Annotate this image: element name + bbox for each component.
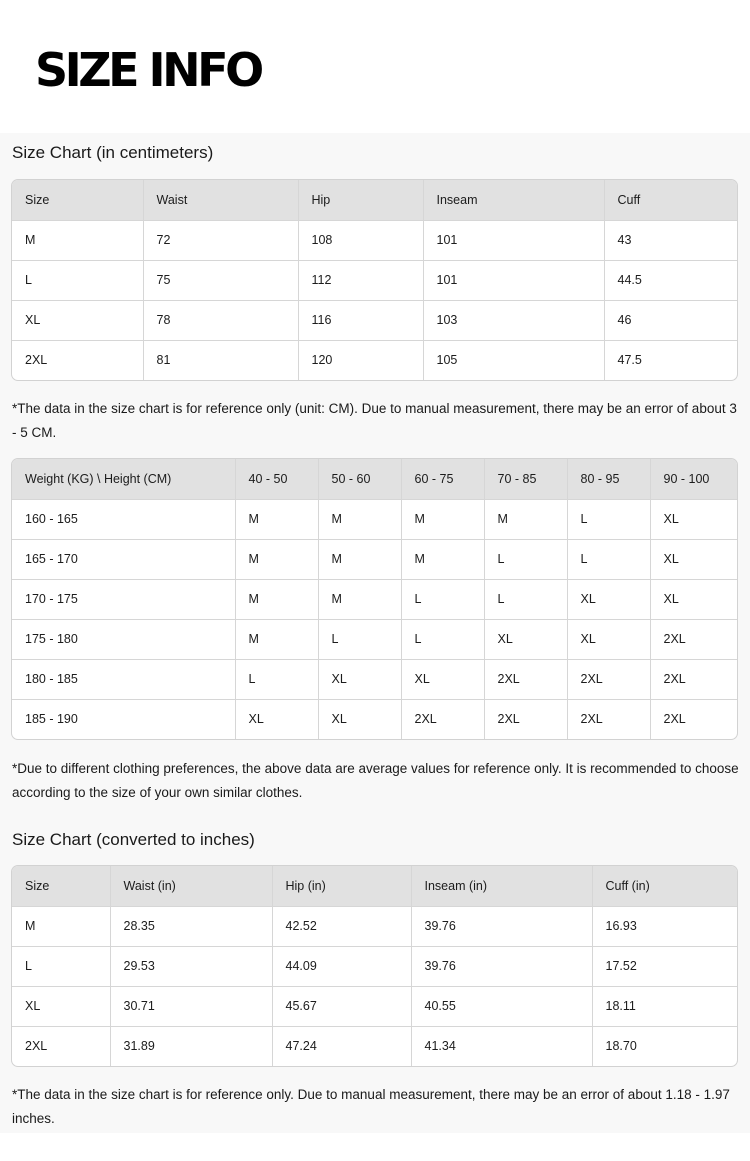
column-header: Size <box>12 180 143 220</box>
table-cell: L <box>12 946 110 986</box>
table-cell: 2XL <box>650 619 738 659</box>
table-cell: 120 <box>298 340 423 380</box>
table-cell: 29.53 <box>110 946 272 986</box>
table-cell: 2XL <box>567 659 650 699</box>
table-cell: XL <box>401 659 484 699</box>
table-cell: XL <box>12 986 110 1026</box>
table-cell: L <box>484 579 567 619</box>
table-cell: 2XL <box>12 340 143 380</box>
table-cell: 112 <box>298 260 423 300</box>
table-cell: 2XL <box>663 712 686 727</box>
page-title: SIZE INFO <box>35 43 261 97</box>
table-row <box>12 699 738 739</box>
table-cell: 46 <box>604 300 738 340</box>
column-header: Weight (KG) \ Height (CM) <box>12 459 235 499</box>
cm-table-header <box>12 180 738 220</box>
table-cell: 2XL <box>484 659 567 699</box>
table-cell: 2XL <box>12 1026 110 1066</box>
table-cell: 30.71 <box>110 986 272 1026</box>
table-cell: 41.34 <box>411 1026 592 1066</box>
column-header: 70 - 85 <box>484 459 567 499</box>
table-cell: 31.89 <box>110 1026 272 1066</box>
table-cell: 2XL <box>401 699 484 739</box>
table-cell: XL <box>318 699 401 739</box>
table-cell: 18.11 <box>592 986 738 1026</box>
recommendation-table <box>11 458 738 740</box>
table-cell: M <box>235 619 318 659</box>
table-cell: 2XL <box>484 699 567 739</box>
table-cell: 170 - 175 <box>12 579 235 619</box>
table-cell: M <box>401 539 484 579</box>
table-cell: 185 - 190 <box>12 699 235 739</box>
table-cell: M <box>12 906 110 946</box>
cm-size-table <box>11 179 738 381</box>
column-header: Hip (in) <box>272 866 411 906</box>
table-row <box>12 260 738 300</box>
column-header: 50 - 60 <box>318 459 401 499</box>
table-cell: M <box>235 499 318 539</box>
table-cell: XL <box>484 619 567 659</box>
table-cell: XL <box>318 659 401 699</box>
table-cell: L <box>484 539 567 579</box>
table-row <box>12 220 738 260</box>
column-header: 40 - 50 <box>235 459 318 499</box>
column-header: 80 - 95 <box>567 459 650 499</box>
column-header: Waist (in) <box>110 866 272 906</box>
table-cell: 2XL <box>650 659 738 699</box>
table-cell: XL <box>235 699 318 739</box>
table-row <box>12 1026 738 1066</box>
table-cell: XL <box>650 499 738 539</box>
table-cell: 175 - 180 <box>12 619 235 659</box>
table-cell: 44.5 <box>604 260 738 300</box>
table-row <box>12 619 738 659</box>
column-header: Inseam (in) <box>411 866 592 906</box>
table-cell: 2XL <box>567 699 650 739</box>
table-cell: 105 <box>423 340 604 380</box>
table-cell: 160 - 165 <box>12 499 235 539</box>
inch-chart-title: Size Chart (converted to inches) <box>12 830 255 849</box>
table-cell: 39.76 <box>411 946 592 986</box>
column-header: 60 - 75 <box>401 459 484 499</box>
table-cell: 116 <box>298 300 423 340</box>
table-cell: L <box>401 579 484 619</box>
table-cell: 42.52 <box>272 906 411 946</box>
table-cell: 16.93 <box>592 906 738 946</box>
cm-chart-title: Size Chart (in centimeters) <box>12 143 214 162</box>
table-cell: 17.52 <box>592 946 738 986</box>
column-header: 90 - 100 <box>650 459 738 499</box>
table-cell: XL <box>650 539 738 579</box>
table-cell: 45.67 <box>272 986 411 1026</box>
table-cell: 43 <box>604 220 738 260</box>
table-row <box>12 499 738 539</box>
table-cell: L <box>318 619 401 659</box>
table-cell: L <box>567 499 650 539</box>
inch-size-table <box>11 865 738 1067</box>
table-row <box>12 300 738 340</box>
table-cell: 72 <box>143 220 298 260</box>
table-cell: 40.55 <box>411 986 592 1026</box>
table-cell: M <box>318 579 401 619</box>
table-cell: L <box>567 539 650 579</box>
table-cell: L <box>12 260 143 300</box>
table-cell: XL <box>567 579 650 619</box>
table-cell: M <box>318 499 401 539</box>
table-cell: 28.35 <box>110 906 272 946</box>
page-header <box>0 0 750 133</box>
table-row <box>12 539 738 579</box>
table-cell: 101 <box>423 260 604 300</box>
column-header: Size <box>12 866 110 906</box>
table-row <box>12 659 738 699</box>
table-cell: 101 <box>423 220 604 260</box>
table-cell: 18.70 <box>605 1039 637 1054</box>
table-cell: L <box>235 659 318 699</box>
recommendation-table-header <box>12 459 738 499</box>
table-cell: M <box>12 220 143 260</box>
table-cell: 39.76 <box>411 906 592 946</box>
table-cell: XL <box>567 619 650 659</box>
column-header: Waist <box>143 180 298 220</box>
column-header: Inseam <box>423 180 604 220</box>
inch-table-header <box>12 866 738 906</box>
table-cell: 103 <box>423 300 604 340</box>
inch-chart-note: *The data in the size chart is for reference only. Due to manual measurement, there may be an error of about 1.18 - 1.97 inches. <box>12 1087 730 1126</box>
table-row <box>12 986 738 1026</box>
column-header: Cuff <box>604 180 738 220</box>
column-header: Hip <box>298 180 423 220</box>
table-cell: 180 - 185 <box>12 659 235 699</box>
table-cell: 47.5 <box>617 353 642 368</box>
table-cell: L <box>401 619 484 659</box>
table-cell: M <box>235 539 318 579</box>
table-cell: XL <box>650 579 738 619</box>
table-cell: 108 <box>298 220 423 260</box>
table-row <box>12 340 738 380</box>
table-row <box>12 906 738 946</box>
table-cell: M <box>235 579 318 619</box>
table-cell: M <box>484 499 567 539</box>
table-cell: 81 <box>143 340 298 380</box>
table-cell: 75 <box>143 260 298 300</box>
table-cell: 44.09 <box>272 946 411 986</box>
table-cell: M <box>318 539 401 579</box>
table-cell: 165 - 170 <box>12 539 235 579</box>
table-cell: 47.24 <box>272 1026 411 1066</box>
recommendation-note: *Due to different clothing preferences, the above data are average values for reference only. It is recommended to choose according to the size of your own similar clothes. <box>12 761 739 800</box>
table-row <box>12 579 738 619</box>
column-header: Cuff (in) <box>592 866 738 906</box>
table-cell: XL <box>12 300 143 340</box>
table-row <box>12 946 738 986</box>
table-cell: M <box>401 499 484 539</box>
table-cell: 78 <box>143 300 298 340</box>
cm-chart-note: *The data in the size chart is for reference only (unit: CM). Due to manual measurement, there may be an error of about 3 - 5 CM. <box>12 401 737 440</box>
